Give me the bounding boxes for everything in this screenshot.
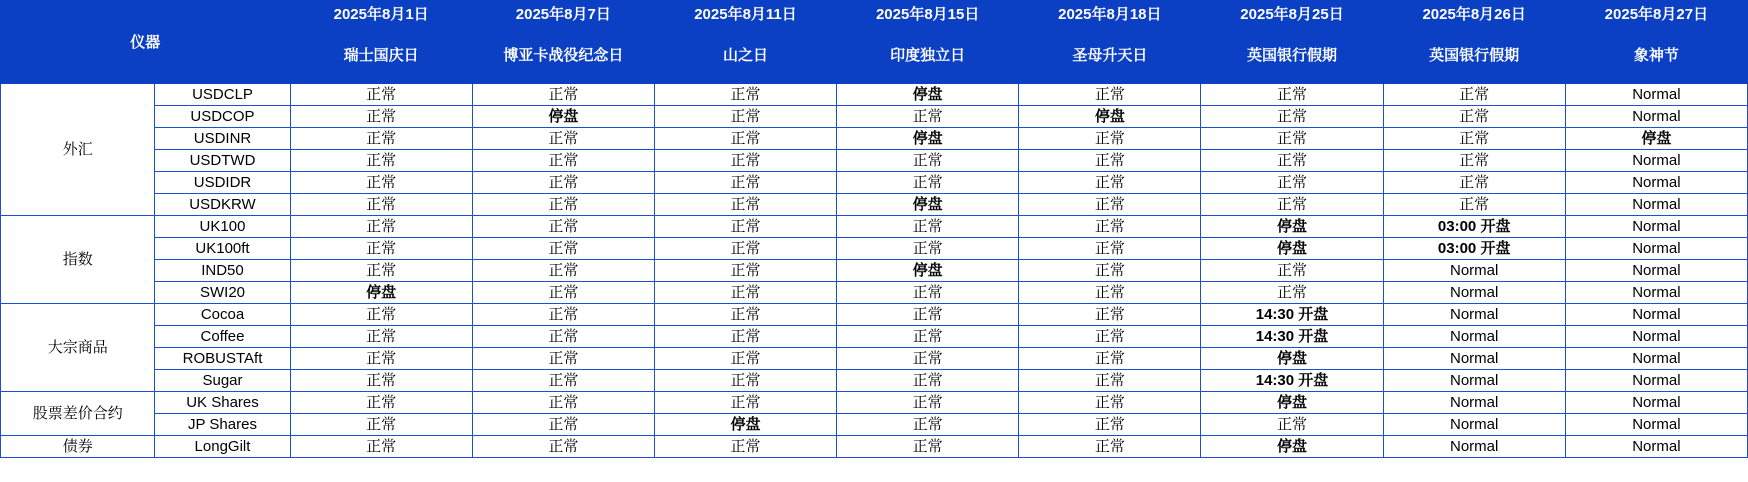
instrument-cell: UK Shares (155, 392, 290, 414)
table-row (1, 348, 1748, 370)
status-cell-normal: 正常 (472, 84, 654, 106)
status-cell-alert: 停盘 (837, 260, 1019, 282)
status-cell-normal: Normal (1565, 414, 1747, 436)
status-cell-normal: 正常 (290, 238, 472, 260)
status-cell-normal: 正常 (654, 106, 836, 128)
column-date-header: 2025年8月18日 (1019, 1, 1201, 29)
status-cell-normal: 正常 (837, 414, 1019, 436)
status-cell-normal: 正常 (654, 194, 836, 216)
table-row (1, 414, 1748, 436)
status-cell-normal: 正常 (472, 436, 654, 458)
table-header (1, 1, 1748, 84)
status-cell-normal: Normal (1565, 216, 1747, 238)
column-holiday-name: 山之日 (654, 29, 836, 84)
status-cell-normal: Normal (1565, 172, 1747, 194)
status-cell-normal: 正常 (1019, 128, 1201, 150)
instrument-cell: UK100ft (155, 238, 290, 260)
table-row (1, 194, 1748, 216)
table-row (1, 304, 1748, 326)
status-cell-normal: 正常 (472, 326, 654, 348)
status-cell-normal: 正常 (837, 304, 1019, 326)
status-cell-normal: 正常 (290, 106, 472, 128)
status-cell-normal: 正常 (837, 106, 1019, 128)
status-cell-normal: 正常 (654, 282, 836, 304)
status-cell-normal: 正常 (837, 436, 1019, 458)
status-cell-normal: Normal (1565, 106, 1747, 128)
status-cell-normal: 正常 (1019, 348, 1201, 370)
status-cell-normal: 正常 (1201, 260, 1383, 282)
status-cell-normal: 正常 (1019, 370, 1201, 392)
status-cell-normal: 正常 (1383, 106, 1565, 128)
status-cell-normal: 正常 (1019, 194, 1201, 216)
status-cell-alert: 停盘 (1201, 216, 1383, 238)
column-holiday-name: 英国银行假期 (1383, 29, 1565, 84)
status-cell-normal: 正常 (837, 370, 1019, 392)
status-cell-normal: 正常 (1201, 414, 1383, 436)
column-date-header: 2025年8月1日 (290, 1, 472, 29)
status-cell-normal: Normal (1383, 260, 1565, 282)
status-cell-normal: 正常 (290, 216, 472, 238)
status-cell-normal: 正常 (472, 348, 654, 370)
instrument-cell: Cocoa (155, 304, 290, 326)
table-row (1, 238, 1748, 260)
status-cell-alert: 03:00 开盘 (1383, 238, 1565, 260)
column-holiday-name: 圣母升天日 (1019, 29, 1201, 84)
status-cell-normal: 正常 (654, 304, 836, 326)
category-cell: 股票差价合约 (1, 392, 155, 436)
status-cell-normal: 正常 (1201, 282, 1383, 304)
category-cell: 指数 (1, 216, 155, 304)
column-date-header: 2025年8月7日 (472, 1, 654, 29)
status-cell-normal: 正常 (654, 128, 836, 150)
status-cell-normal: 正常 (837, 392, 1019, 414)
status-cell-normal: 正常 (1019, 436, 1201, 458)
status-cell-normal: 正常 (654, 216, 836, 238)
status-cell-normal: 正常 (290, 436, 472, 458)
status-cell-normal: Normal (1565, 326, 1747, 348)
status-cell-alert: 停盘 (472, 106, 654, 128)
status-cell-normal: 正常 (1201, 150, 1383, 172)
category-cell: 债券 (1, 436, 155, 458)
status-cell-normal: 正常 (1019, 84, 1201, 106)
status-cell-normal: 正常 (1201, 128, 1383, 150)
status-cell-normal: Normal (1565, 194, 1747, 216)
status-cell-normal: 正常 (654, 392, 836, 414)
status-cell-normal: 正常 (837, 238, 1019, 260)
status-cell-normal: 正常 (1019, 326, 1201, 348)
status-cell-normal: 正常 (1201, 194, 1383, 216)
table-row (1, 150, 1748, 172)
status-cell-normal: 正常 (472, 172, 654, 194)
status-cell-normal: 正常 (654, 326, 836, 348)
table-row (1, 216, 1748, 238)
status-cell-normal: 正常 (654, 348, 836, 370)
column-date-header: 2025年8月15日 (837, 1, 1019, 29)
status-cell-alert: 停盘 (837, 84, 1019, 106)
status-cell-normal: 正常 (1019, 238, 1201, 260)
status-cell-normal: 正常 (290, 304, 472, 326)
table-row (1, 370, 1748, 392)
category-cell: 外汇 (1, 84, 155, 216)
status-cell-normal: 正常 (472, 128, 654, 150)
status-cell-alert: 停盘 (1201, 348, 1383, 370)
status-cell-normal: 正常 (1383, 128, 1565, 150)
status-cell-normal: 正常 (1019, 172, 1201, 194)
instrument-cell: JP Shares (155, 414, 290, 436)
status-cell-normal: Normal (1565, 150, 1747, 172)
status-cell-normal: 正常 (290, 172, 472, 194)
column-holiday-name: 象神节 (1565, 29, 1747, 84)
status-cell-normal: 正常 (472, 216, 654, 238)
status-cell-normal: 正常 (1201, 172, 1383, 194)
status-cell-alert: 停盘 (1201, 392, 1383, 414)
status-cell-alert: 停盘 (1019, 106, 1201, 128)
status-cell-normal: Normal (1383, 370, 1565, 392)
status-cell-normal: Normal (1565, 436, 1747, 458)
status-cell-normal: 正常 (472, 150, 654, 172)
column-date-header: 2025年8月25日 (1201, 1, 1383, 29)
status-cell-normal: 正常 (654, 172, 836, 194)
status-cell-normal: 正常 (654, 150, 836, 172)
status-cell-normal: Normal (1565, 348, 1747, 370)
status-cell-normal: Normal (1565, 304, 1747, 326)
status-cell-normal: 正常 (290, 84, 472, 106)
status-cell-normal: 正常 (290, 260, 472, 282)
status-cell-normal: 正常 (472, 370, 654, 392)
status-cell-normal: 正常 (1019, 392, 1201, 414)
status-cell-normal: 正常 (290, 370, 472, 392)
status-cell-normal: Normal (1565, 392, 1747, 414)
status-cell-normal: 正常 (837, 150, 1019, 172)
status-cell-normal: 正常 (290, 150, 472, 172)
status-cell-normal: 正常 (290, 326, 472, 348)
status-cell-normal: 正常 (472, 414, 654, 436)
instrument-cell: ROBUSTAft (155, 348, 290, 370)
status-cell-normal: 正常 (837, 216, 1019, 238)
status-cell-normal: 正常 (1019, 260, 1201, 282)
column-date-header: 2025年8月26日 (1383, 1, 1565, 29)
status-cell-normal: 正常 (837, 282, 1019, 304)
instrument-cell: USDTWD (155, 150, 290, 172)
table-row (1, 260, 1748, 282)
table-row (1, 128, 1748, 150)
status-cell-alert: 03:00 开盘 (1383, 216, 1565, 238)
status-cell-normal: 正常 (654, 260, 836, 282)
status-cell-normal: 正常 (837, 172, 1019, 194)
status-cell-alert: 停盘 (654, 414, 836, 436)
status-cell-normal: 正常 (290, 348, 472, 370)
status-cell-normal: Normal (1565, 282, 1747, 304)
status-cell-normal: Normal (1565, 84, 1747, 106)
instrument-cell: SWI20 (155, 282, 290, 304)
status-cell-normal: 正常 (290, 392, 472, 414)
status-cell-normal: 正常 (654, 370, 836, 392)
column-date-header: 2025年8月11日 (654, 1, 836, 29)
status-cell-normal: 正常 (654, 436, 836, 458)
status-cell-normal: 正常 (1019, 216, 1201, 238)
instrument-cell: USDKRW (155, 194, 290, 216)
status-cell-normal: 正常 (1019, 414, 1201, 436)
instrument-cell: UK100 (155, 216, 290, 238)
instrument-cell: IND50 (155, 260, 290, 282)
status-cell-normal: Normal (1383, 414, 1565, 436)
status-cell-normal: 正常 (654, 238, 836, 260)
status-cell-normal: 正常 (1201, 84, 1383, 106)
column-holiday-name: 印度独立日 (837, 29, 1019, 84)
status-cell-normal: 正常 (290, 414, 472, 436)
column-holiday-name: 瑞士国庆日 (290, 29, 472, 84)
status-cell-normal: 正常 (1019, 282, 1201, 304)
status-cell-alert: 停盘 (837, 128, 1019, 150)
status-cell-normal: 正常 (472, 304, 654, 326)
status-cell-alert: 停盘 (1201, 238, 1383, 260)
header-row-dates (1, 1, 1748, 29)
table-row (1, 392, 1748, 414)
status-cell-alert: 停盘 (290, 282, 472, 304)
status-cell-normal: 正常 (1019, 150, 1201, 172)
instrument-cell: USDCLP (155, 84, 290, 106)
table-row (1, 436, 1748, 458)
table-row (1, 106, 1748, 128)
status-cell-normal: 正常 (1383, 84, 1565, 106)
column-holiday-name: 英国银行假期 (1201, 29, 1383, 84)
instrument-cell: Sugar (155, 370, 290, 392)
status-cell-normal: 正常 (1383, 194, 1565, 216)
status-cell-normal: 正常 (654, 84, 836, 106)
status-cell-normal: 正常 (837, 326, 1019, 348)
status-cell-alert: 14:30 开盘 (1201, 304, 1383, 326)
status-cell-normal: Normal (1383, 392, 1565, 414)
status-cell-normal: 正常 (1383, 172, 1565, 194)
status-cell-normal: 正常 (472, 260, 654, 282)
category-cell: 大宗商品 (1, 304, 155, 392)
status-cell-normal: 正常 (472, 238, 654, 260)
table-body (1, 84, 1748, 458)
instrument-cell: USDINR (155, 128, 290, 150)
status-cell-normal: Normal (1383, 348, 1565, 370)
status-cell-normal: Normal (1383, 304, 1565, 326)
table-row (1, 282, 1748, 304)
table-row (1, 84, 1748, 106)
status-cell-normal: Normal (1565, 238, 1747, 260)
status-cell-normal: 正常 (1019, 304, 1201, 326)
status-cell-normal: Normal (1565, 260, 1747, 282)
status-cell-alert: 停盘 (1201, 436, 1383, 458)
status-cell-alert: 14:30 开盘 (1201, 370, 1383, 392)
status-cell-alert: 停盘 (1565, 128, 1747, 150)
column-date-header: 2025年8月27日 (1565, 1, 1747, 29)
status-cell-normal: Normal (1383, 436, 1565, 458)
status-cell-alert: 停盘 (837, 194, 1019, 216)
instrument-cell: USDIDR (155, 172, 290, 194)
status-cell-alert: 14:30 开盘 (1201, 326, 1383, 348)
table-row (1, 172, 1748, 194)
status-cell-normal: 正常 (290, 128, 472, 150)
status-cell-normal: Normal (1383, 282, 1565, 304)
status-cell-normal: 正常 (1383, 150, 1565, 172)
status-cell-normal: 正常 (290, 194, 472, 216)
status-cell-normal: Normal (1383, 326, 1565, 348)
status-cell-normal: Normal (1565, 370, 1747, 392)
table-row (1, 326, 1748, 348)
instrument-cell: LongGilt (155, 436, 290, 458)
status-cell-normal: 正常 (1201, 106, 1383, 128)
column-holiday-name: 博亚卡战役纪念日 (472, 29, 654, 84)
instrument-column-header: 仪器 (1, 1, 291, 84)
status-cell-normal: 正常 (472, 392, 654, 414)
instrument-cell: Coffee (155, 326, 290, 348)
status-cell-normal: 正常 (837, 348, 1019, 370)
instrument-cell: USDCOP (155, 106, 290, 128)
status-cell-normal: 正常 (472, 282, 654, 304)
status-cell-normal: 正常 (472, 194, 654, 216)
